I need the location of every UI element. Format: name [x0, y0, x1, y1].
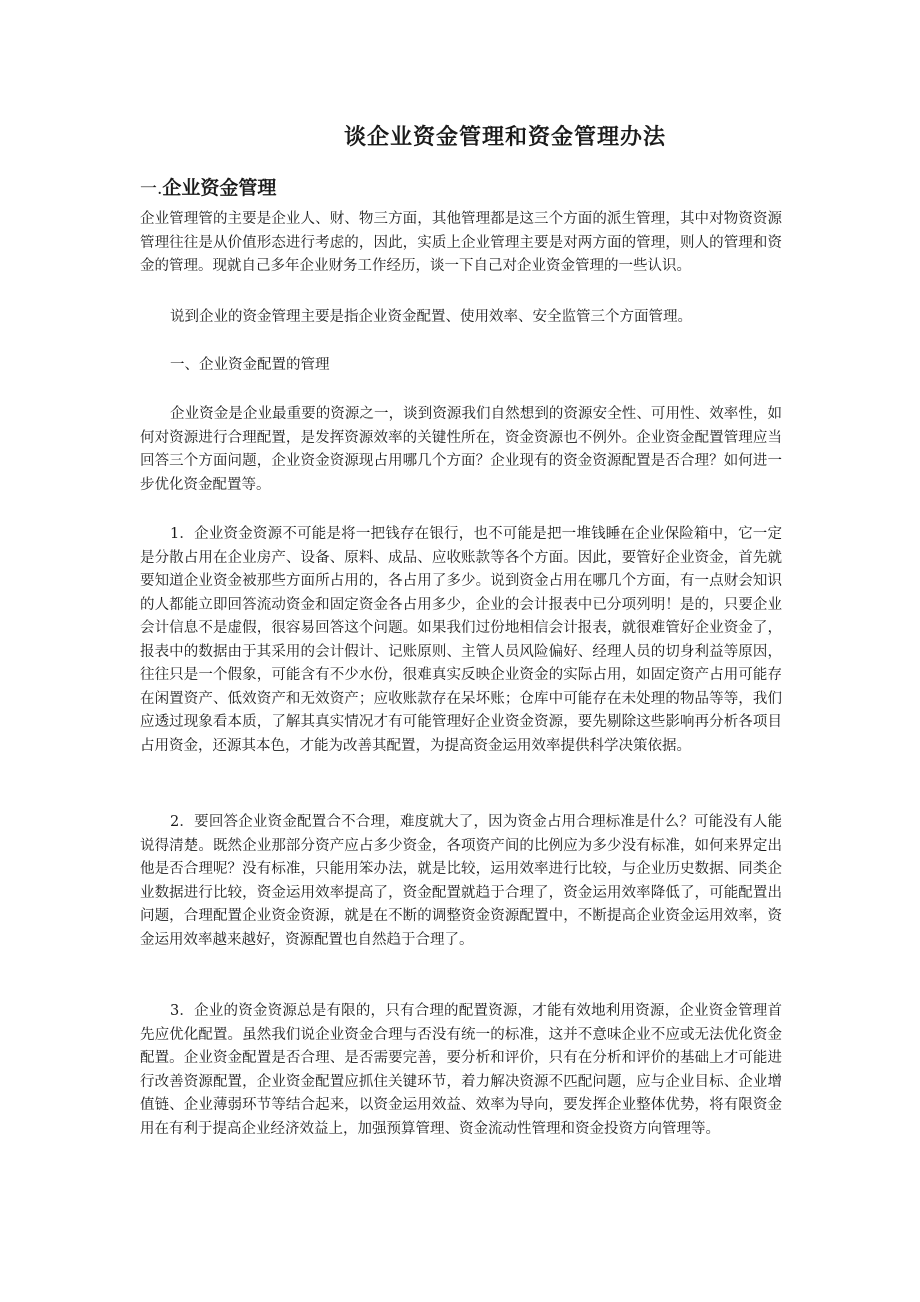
section-title: 企业资金管理	[162, 177, 277, 199]
section-heading	[140, 173, 276, 200]
paragraph-scope: 说到企业的资金管理主要是指企业资金配置、使用效率、安全监管三个方面管理。	[170, 309, 692, 325]
paragraph-allocation: 企业资金是企业最重要的资源之一，谈到资源我们自然想到的资源安全性、可用性、效率性，如何对资源进行合理配置，是发挥资源效率的关键性所在，资金资源也不例外。企业资金配置管理应当回答三个方面问题，企业资金资源现占用哪几个方面？企业现有的资金资源配置是否合理？如何进一步优化资金配置等。	[140, 406, 782, 493]
document-title: 谈企业资金管理和资金管理办法	[343, 124, 666, 150]
subsection-heading: 一、企业资金配置的管理	[170, 357, 330, 373]
paragraph-intro: 企业管理管的主要是企业人、财、物三方面，其他管理都是这三个方面的派生管理，其中对物资资源管理往往是从价值形态进行考虑的，因此，实质上企业管理主要是对两方面的管理，则人的管理和资金的管理。现就自己多年企业财务工作经历，谈一下自己对企业资金管理的一些认识。	[140, 211, 782, 274]
paragraph-point-2: 2．要回答企业资金配置合不合理，难度就大了，因为资金占用合理标准是什么？可能没有人能说得清楚。既然企业那部分资产应占多少资金，各项资产间的比例应为多少没有标准，如何来界定出他是否合理呢？没有标准，只能用笨办法，就是比较，运用效率进行比较，与企业历史数据、同类企业数据进行比较，资金运用效率提高了，资金配置就趋于合理了，资金运用效率降低了，可能配置出问题，合理配置企业资金资源，就是在不断的调整资金资源配置中，不断提高企业资金运用效率，资金运用效率越来越好，资源配置也自然趋于合理了。	[140, 814, 782, 948]
paragraph-point-3: 3．企业的资金资源总是有限的，只有合理的配置资源，才能有效地利用资源，企业资金管理首先应优化配置。虽然我们说企业资金合理与否没有统一的标准，这并不意味企业不应或无法优化资金配置。企业资金配置是否合理、是否需要完善，要分析和评价，只有在分析和评价的基础上才可能进行改善资源配置，企业资金配置应抓住关键环节，着力解决资源不匹配问题，应与企业目标、企业增值链、企业薄弱环节等结合起来，以资金运用效益、效率为导向，要发挥企业整体优势，将有限资金用在有利于提高企业经济效益上，加强预算管理、资金流动性管理和资金投资方向管理等。	[140, 1003, 782, 1137]
section-number: 一.	[140, 179, 163, 199]
paragraph-point-1: 1．企业资金资源不可能是将一把钱存在银行，也不可能是把一堆钱睡在企业保险箱中，它一定是分散占用在企业房产、设备、原料、成品、应收账款等各个方面。因此，要管好企业资金，首先就要知道企业资金被那些方面所占用的，各占用了多少。说到资金占用在哪几个方面，有一点财会知识的人都能立即回答流动资金和固定资金各占用多少，企业的会计报表中已分项列明！是的，只要企业会计信息不是虚假，很容易回答这个问题。如果我们过份地相信会计报表，就很难管好企业资金了，报表中的数据由于其采用的会计假计、记账原则、主管人员风险偏好、经理人员的切身利益等原因，往往只是一个假象，可能含有不少水份，很难真实反映企业资金的实际占用，如固定资产占用可能存在闲置资产、低效资产和无效资产；应收账款存在呆坏账；仓库中可能存在未处理的物品等等，我们应透过现象看本质，了解其真实情况才有可能管理好企业资金资源，要先剔除这些影响再分析各项目占用资金，还源其本色，才能为改善其配置，为提高资金运用效率提供科学决策依据。	[140, 526, 782, 754]
